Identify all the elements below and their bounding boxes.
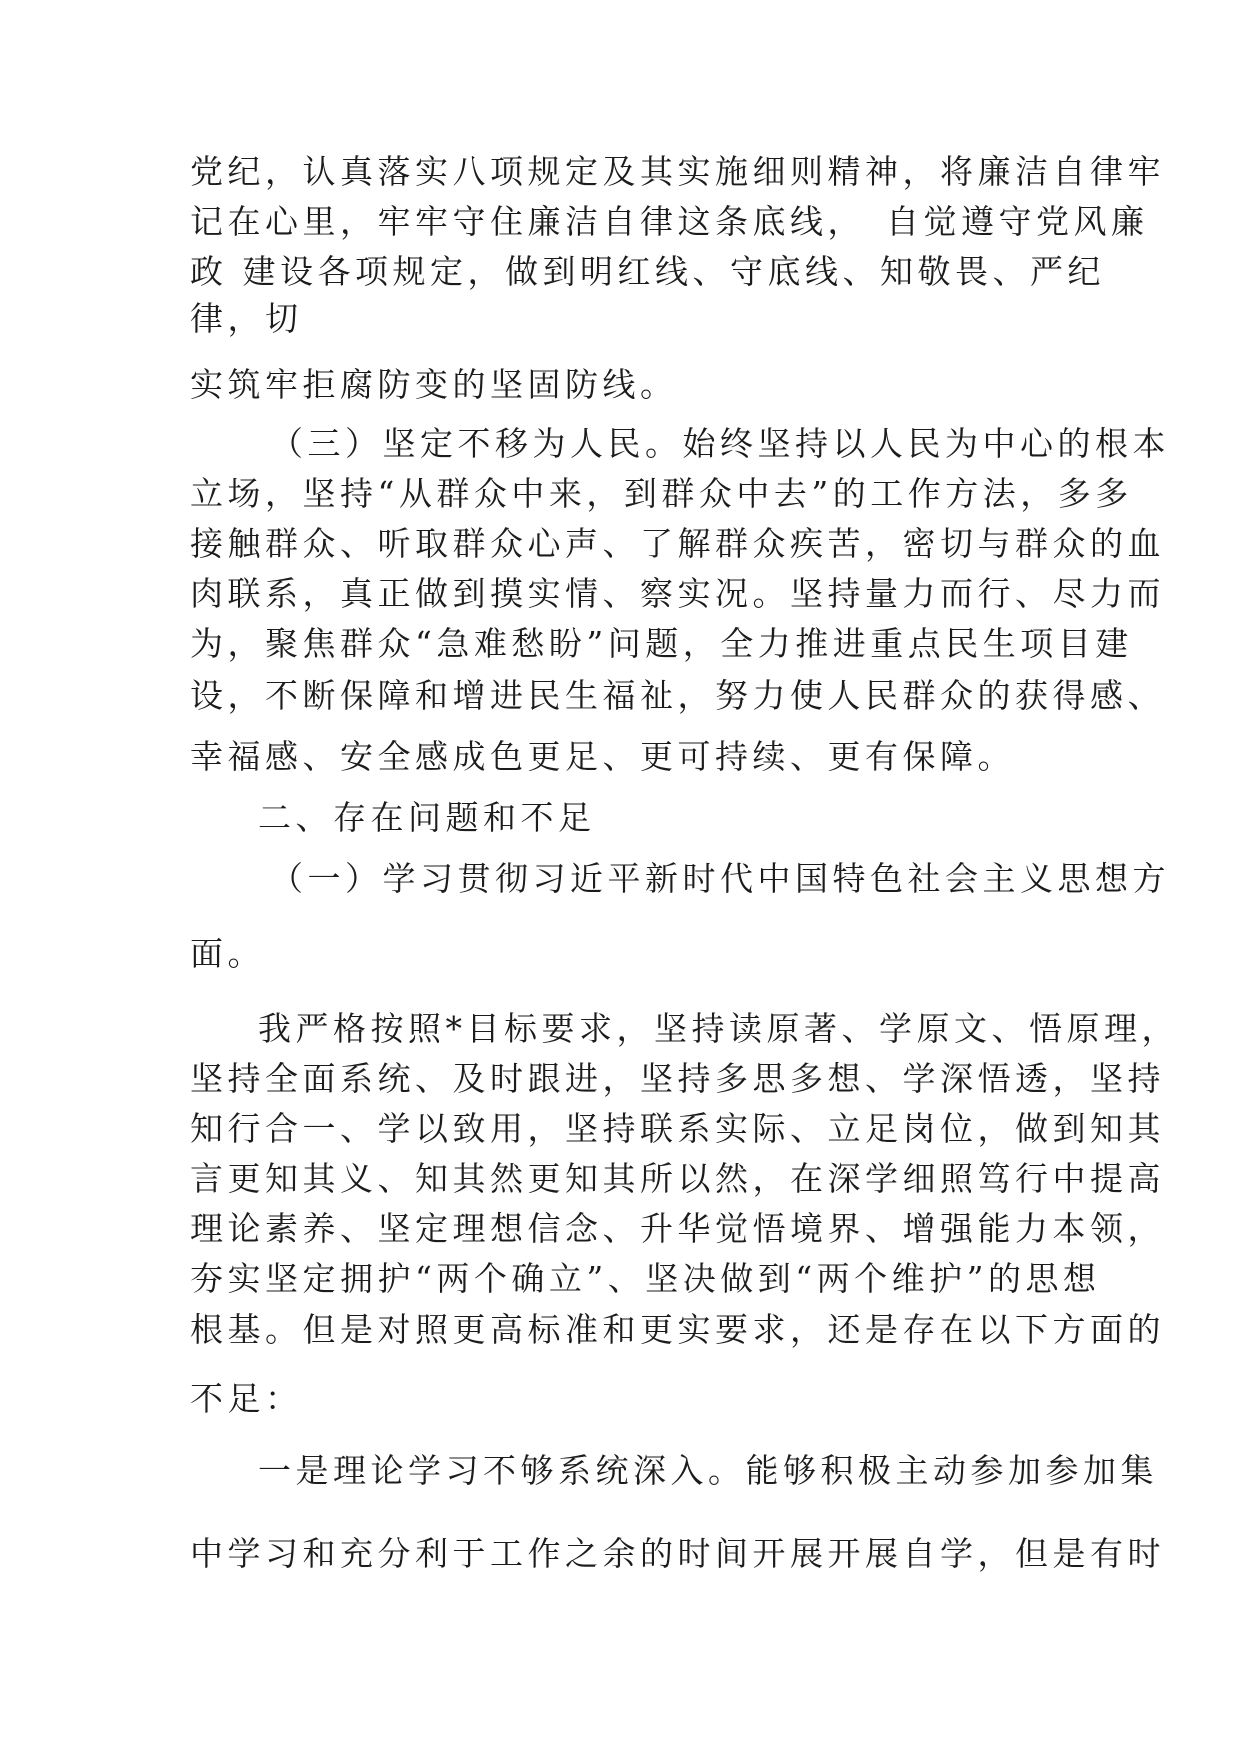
body-line: 幸福感、安全感成色更足、更可持续、更有保障。 [190, 737, 1015, 776]
body-line: 夯实坚定拥护“两个确立”、坚决做到“两个维护”的思想 [190, 1259, 1101, 1298]
body-line: 坚持全面系统、及时跟进，坚持多思多想、学深悟透，坚持 [190, 1059, 1165, 1098]
body-line: 理论素养、坚定理想信念、升华觉悟境界、增强能力本领， [190, 1209, 1165, 1248]
body-line: 党纪，认真落实八项规定及其实施细则精神，将廉洁自律牢 [190, 152, 1165, 191]
body-line: 言更知其义、知其然更知其所以然，在深学细照笃行中提高 [190, 1159, 1165, 1198]
body-line: 接触群众、听取群众心声、了解群众疾苦，密切与群众的血 [190, 524, 1165, 563]
body-line: 知行合一、学以致用，坚持联系实际、立足岗位，做到知其 [190, 1109, 1165, 1148]
body-line: 记在心里，牢牢守住廉洁自律这条底线， 自觉遵守党风廉 [190, 202, 1149, 241]
body-line: 我严格按照*目标要求，坚持读原著、学原文、悟原理， [258, 1009, 1179, 1048]
body-line: 面。 [190, 934, 265, 973]
body-line: 中学习和充分利于工作之余的时间开展开展自学，但是有时 [190, 1534, 1165, 1573]
body-line: 肉联系，真正做到摸实情、察实况。坚持量力而行、尽力而 [190, 574, 1165, 613]
body-line: 设，不断保障和增进民生福祉，努力使人民群众的获得感、 [190, 676, 1165, 715]
section-heading-2: 二、存在问题和不足 [258, 798, 596, 837]
body-line: 立场，坚持“从群众中来，到群众中去”的工作方法，多多 [190, 474, 1133, 513]
body-line: 实筑牢拒腐防变的坚固防线。 [190, 365, 678, 404]
body-line: 不足： [190, 1379, 303, 1418]
body-line: 根基。但是对照更高标准和更实要求，还是存在以下方面的 [190, 1310, 1165, 1349]
subsection-heading-1: （一）学习贯彻习近平新时代中国特色社会主义思想方 [270, 859, 1170, 898]
section-heading-3: （三）坚定不移为人民。始终坚持以人民为中心的根本 [270, 424, 1170, 463]
body-line: 为，聚焦群众“急难愁盼”问题，全力推进重点民生项目建 [190, 624, 1133, 663]
body-line: 一是理论学习不够系统深入。能够积极主动参加参加集 [258, 1451, 1158, 1490]
body-line: 律，切 [190, 299, 303, 338]
body-line: 政 建设各项规定，做到明红线、守底线、知敬畏、严纪 [190, 252, 1105, 291]
